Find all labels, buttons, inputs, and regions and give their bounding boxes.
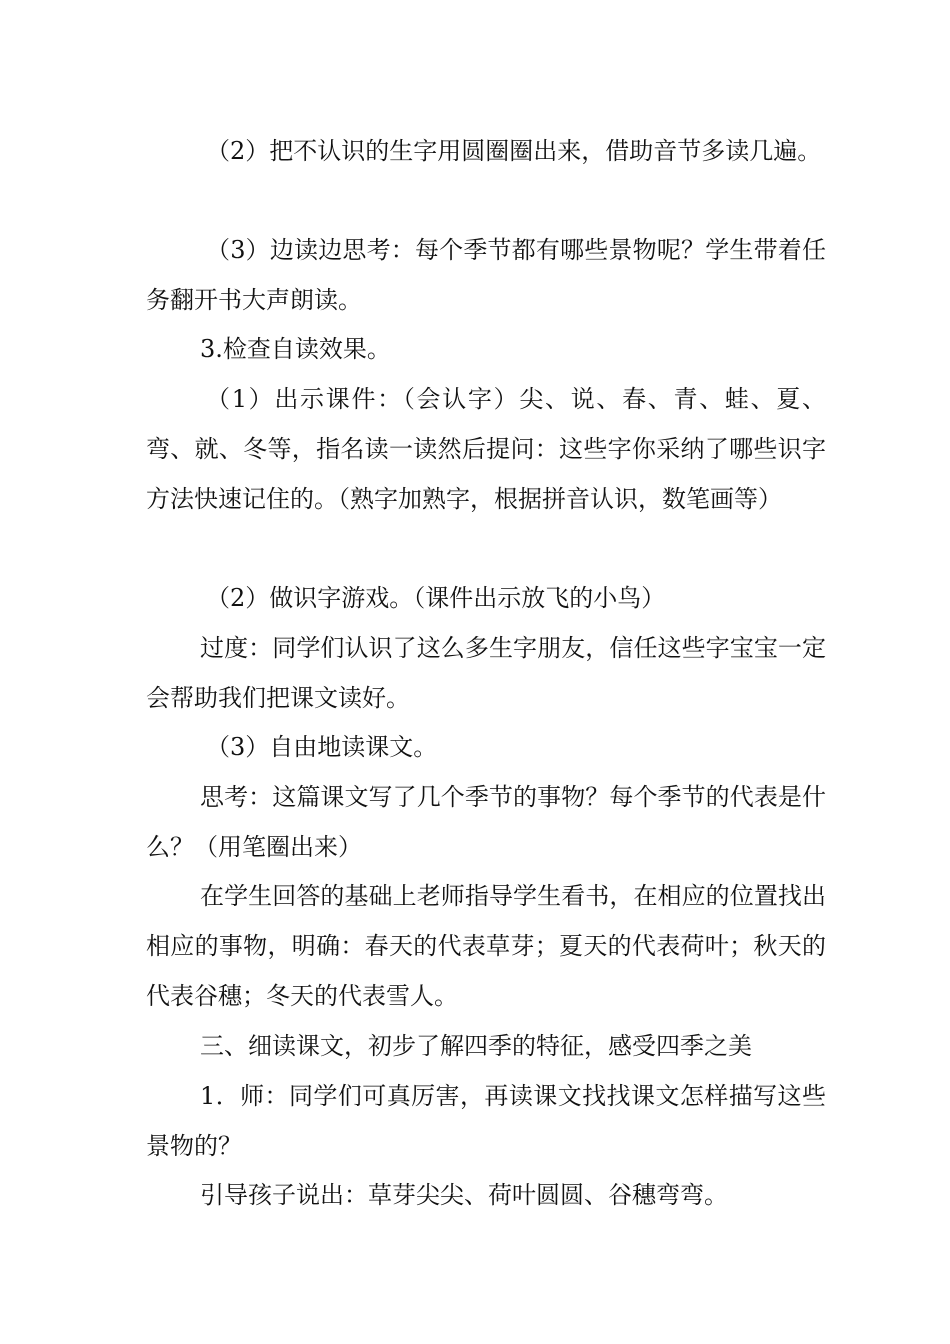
paragraph-transition: 过度：同学们认识了这么多生字朋友，信任这些字宝宝一定会帮助我们把课文读好。 xyxy=(146,634,826,712)
paragraph-guide-children: 引导孩子说出：草芽尖尖、荷叶圆圆、谷穗弯弯。 xyxy=(200,1181,728,1209)
paragraph-literacy-game: （2）做识字游戏。（课件出示放飞的小鸟） xyxy=(206,584,666,612)
section-heading-close-reading: 三、细读课文，初步了解四季的特征，感受四季之美 xyxy=(200,1032,752,1060)
paragraph-show-courseware: （1）出示课件：（会认字）尖、说、春、青、蛙、夏、弯、就、冬等，指名读一读然后提问：这些字你采纳了哪些识字方法快速记住的。（熟字加熟字，根据拼音认识，数笔画等） xyxy=(146,385,826,513)
paragraph-free-reading: （3）自由地读课文。 xyxy=(206,733,438,761)
paragraph-check-self-reading: 3.检查自读效果。 xyxy=(200,335,391,363)
paragraph-step-3-read-and-think: （3）边读边思考：每个季节都有哪些景物呢？学生带着任务翻开书大声朗读。 xyxy=(146,236,826,314)
paragraph-think-question: 思考：这篇课文写了几个季节的事物？每个季节的代表是什么？（用笔圈出来） xyxy=(146,783,826,861)
paragraph-teacher-guidance: 在学生回答的基础上老师指导学生看书，在相应的位置找出相应的事物，明确：春天的代表草芽；夏天的代表荷叶；秋天的代表谷穗；冬天的代表雪人。 xyxy=(146,882,826,1010)
paragraph-teacher-question: 1．师：同学们可真厉害，再读课文找找课文怎样描写这些景物的？ xyxy=(146,1082,826,1160)
paragraph-step-2-circle-unknown-characters: （2）把不认识的生字用圆圈圈出来，借助音节多读几遍。 xyxy=(206,137,822,165)
